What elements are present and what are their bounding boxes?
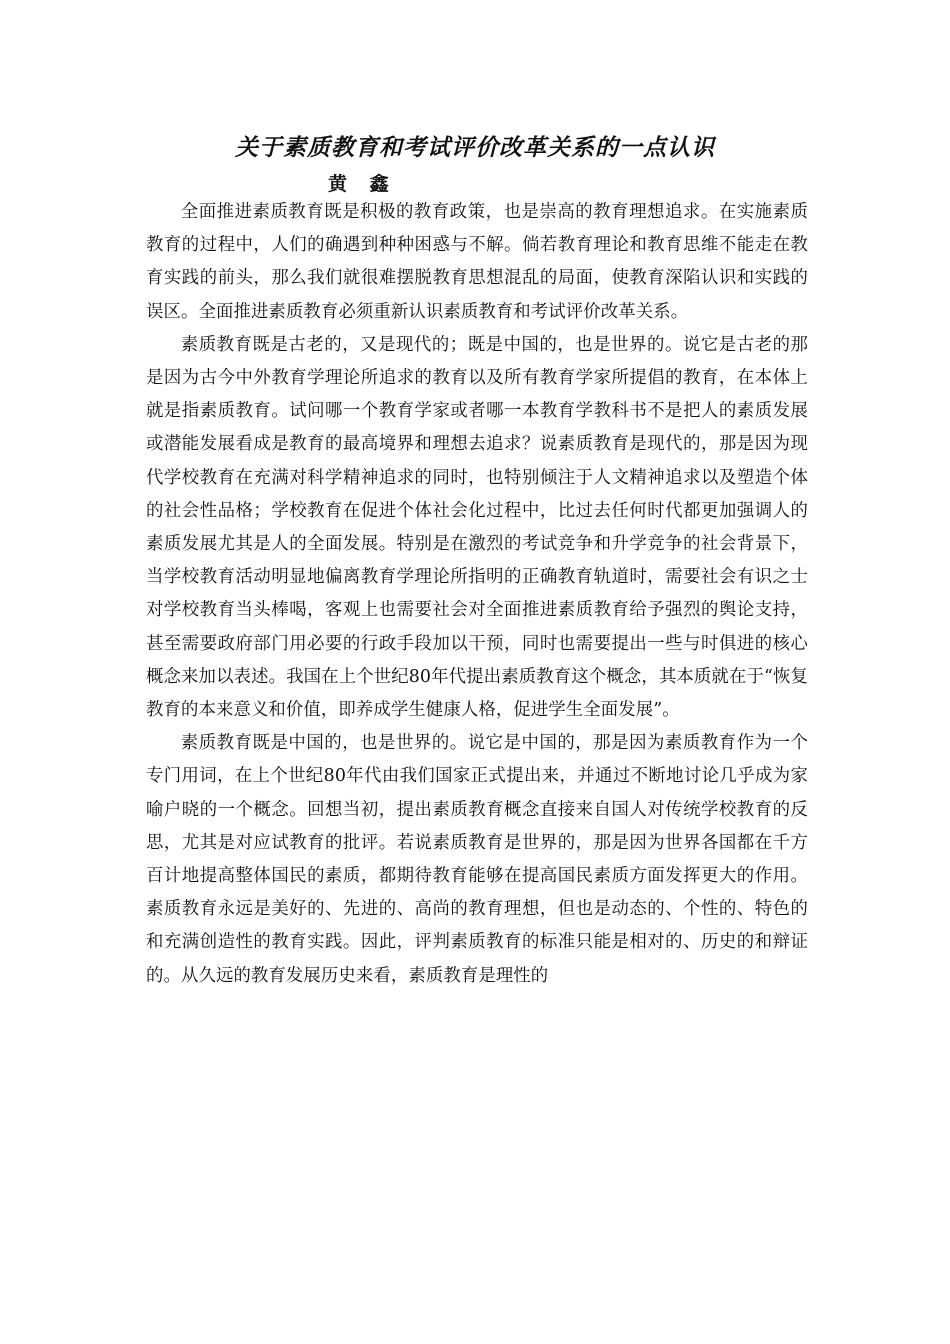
paragraph: 全面推进素质教育既是积极的教育政策，也是崇高的教育理想追求。在实施素质教育的过程中，人们的确遇到种种困惑与不解。倘若教育理论和教育思维不能走在教育实践的前头，那么我们就很难摆脱教育思想混乱的局面，使教育深陷认识和实践的误区。全面推进素质教育必须重新认识素质教育和考试评价改革关系。 — [146, 202, 808, 322]
document-author: 黄 鑫 — [328, 173, 397, 195]
paragraph: 素质教育既是中国的，也是世界的。说它是中国的，那是因为素质教育作为一个专门用词，在上个世纪80年代由我们国家正式提出来，并通过不断地讨论几乎成为家喻户晓的一个概念。回想当初，提出素质教育概念直接来自国人对传统学校教育的反思，尤其是对应试教育的批评。若说素质教育是世界的，那是因为世界各国都在千方百计地提高整体国民的素质，都期待教育能够在提高国民素质方面发挥更大的作用。素质教育永远是美好的、先进的、高尚的教育理想，但也是动态的、个性的、特色的和充满创造性的教育实践。因此，评判素质教育的标准只能是相对的、历史的和辩证的。从久远的教育发展历史来看，素质教育是理性的 — [146, 733, 808, 986]
document-body — [146, 196, 808, 993]
paragraph: 素质教育既是古老的，又是现代的；既是中国的，也是世界的。说它是古老的那是因为古今中外教育学理论所追求的教育以及所有教育学家所提倡的教育，在本体上就是指素质教育。试问哪一个教育学家或者哪一本教育学教科书不是把人的素质发展或潜能发展看成是教育的最高境界和理想去追求？说素质教育是现代的，那是因为现代学校教育在充满对科学精神追求的同时，也特别倾注于人文精神追求以及塑造个体的社会性品格；学校教育在促进个体社会化过程中，比过去任何时代都更加强调人的素质发展尤其是人的全面发展。特别是在激烈的考试竞争和升学竞争的社会背景下，当学校教育活动明显地偏离教育学理论所指明的正确教育轨道时，需要社会有识之士对学校教育当头棒喝，客观上也需要社会对全面推进素质教育给予强烈的舆论支持，甚至需要政府部门用必要的行政手段加以干预，同时也需要提出一些与时俱进的核心概念来加以表述。我国在上个世纪80年代提出素质教育这个概念，其本质就在于“恢复教育的本来意义和价值，即养成学生健康人格，促进学生全面发展”。 — [146, 334, 808, 721]
document-title: 关于素质教育和考试评价改革关系的一点认识 — [235, 135, 715, 161]
